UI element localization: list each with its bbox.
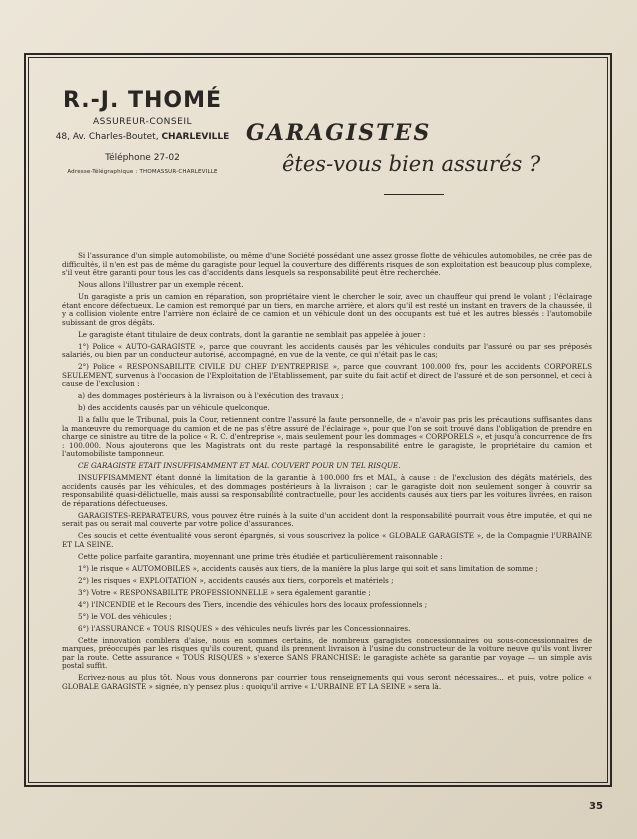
headline-title: GARAGISTES <box>246 120 432 146</box>
paragraph: Ces soucis et cette éventualité vous seront épargnés, si vous souscrivez la police « GLOBALE GARAGISTE », de la Compagnie l'URBAINE ET LA SEINE. <box>62 531 592 549</box>
address-city: CHARLEVILLE <box>161 132 230 142</box>
list-item: 6°) l'ASSURANCE « TOUS RISQUES » des véhicules neufs livrés par les Concessionnaires. <box>78 623 411 633</box>
paragraph: Ecrivez-nous au plus tôt. Nous vous donnerons par courrier tous renseignements qui vous seront nécessaires... et puis, votre police « GLOBALE GARAGISTE » signée, n'y pensez plus : quoiqu'il arrive « L'URBAINE ET LA SEINE » sera là. <box>62 673 592 691</box>
address-street: 48, Av. Charles-Boutet, <box>55 132 159 142</box>
list-item: 5°) le VOL des véhicules ; <box>78 611 172 621</box>
paragraph: Il a fallu que le Tribunal, puis la Cour, retiennent contre l'assuré la faute personnelle, de « n'avoir pas pris les précautions suffisantes dans la manœuvre du remorquage du camion et de ne pas s'être assuré de l'éclairage », pour que l'on se soit trouvé dans l'obligation de prendre en charge ce sinistre au titre de la police « R. C. d'entreprise », mais seulement pour les dommages « CORPORELS », et jusqu'à concurrence de frs : 100.000. Nous ajouterons que les Magistrats ont du reste partagé la responsabilité entre le garagiste, le propriétaire du camion et l'automobiliste tamponneur. <box>62 415 592 458</box>
list-item: 1°) le risque « AUTOMOBILES », accidents causés aux tiers, de la manière la plus large qui soit et sans limitation de somme ; <box>78 563 538 573</box>
paragraph: 1°) Police « AUTO-GARAGISTE », parce que couvrant les accidents causés par les véhicules conduits par l'assuré ou par ses préposés salariés, ou bien par un conducteur autorisé, accompagné, en vue de la vente, ce qui n'était pas le cas; <box>62 341 592 359</box>
list-item: 2°) les risques « EXPLOITATION », accidents causés aux tiers, corporels et matériels ; <box>78 575 394 585</box>
paragraph: Nous allons l'illustrer par un exemple récent. <box>78 280 244 289</box>
paragraph: Si l'assurance d'un simple automobiliste, ou même d'une Société possédant une assez grosse flotte de véhicules automobiles, ne crée pas de difficultés, il n'en est pas de même du garagiste pour lequel la couverture des différents risques de son exploitation est beaucoup plus complexe, s'il veut être garanti pour tous les cas d'accidents dans lesquels sa responsabilité peut être recherchée. <box>62 251 592 277</box>
paragraph: Cette police parfaite garantira, moyennant une prime très étudiée et particulièrement raisonnable : <box>78 551 443 561</box>
telegraph-address: Adresse-Télégraphique : THOMASSUR-CHARLEVILLE <box>67 169 218 175</box>
headline-subtitle: êtes-vous bien assurés ? <box>282 152 541 176</box>
letterhead <box>40 88 245 175</box>
company-address <box>40 132 245 142</box>
paragraph: 2°) Police « RESPONSABILITE CIVILE DU CHEF D'ENTREPRISE », parce que couvrant 100.000 frs, pour les accidents CORPORELS SEULEMENT, survenus à l'occasion de l'Exploitation de l'Etablissement, par suite du fait actif et direct de l'assuré et de son personnel, et ceci à cause de l'exclusion : <box>62 362 592 388</box>
paragraph: INSUFFISAMMENT étant donné la limitation de la garantie à 100.000 frs et MAL, à cause : de l'exclusion des dégâts matériels, des accidents causés par les véhicules, et des dommages postérieurs à la livraison ; car le garagiste doit non seulement songer à couvrir sa responsabilité quasi-délictuelle, mais aussi sa responsabilité contractuelle, pour les accidents causés aux tiers par les voitures livrées, en raison de réparations défectueuses. <box>62 473 592 508</box>
headline <box>246 120 596 176</box>
article-body <box>62 252 592 695</box>
list-item: 3°) Votre « RESPONSABILITE PROFESSIONNELLE » sera également garantie ; <box>78 587 371 597</box>
paragraph-emphasis: CE GARAGISTE ETAIT INSUFFISAMMENT ET MAL COUVERT POUR UN TEL RISQUE. <box>78 461 401 470</box>
company-role: ASSUREUR-CONSEIL <box>92 117 192 127</box>
paragraph: a) des dommages postérieurs à la livraison ou à l'exécution des travaux ; <box>78 391 344 400</box>
company-name: R.-J. THOMÉ <box>62 88 223 113</box>
list-item: 4°) l'INCENDIE et le Recours des Tiers, incendie des véhicules hors des locaux professionnels ; <box>78 599 428 609</box>
paragraph: Cette innovation comblera d'aise, nous en sommes certains, de nombreux garagistes concessionnaires ou sous-concessionnaires de marques, préoccupés par les risques qu'ils courent, quand ils prennent livraison à l'usine du constructeur de la voiture neuve qu'ils vont livrer par la route. Cette assurance « TOUS RISQUES » s'exerce SANS FRANCHISE: le garagiste achète sa garantie par voyage — un simple avis postal suffit. <box>62 635 592 670</box>
company-phone: Téléphone 27-02 <box>105 153 180 163</box>
paragraph: b) des accidents causés par un véhicule quelconque. <box>78 403 270 412</box>
headline-rule <box>384 194 444 195</box>
paragraph: GARAGISTES-REPARATEURS, vous pouvez être ruinés à la suite d'un accident dont la responsabilité pourrait vous être imputée, et qui ne serait pas ou serait mal couverte par votre police d'assurances. <box>62 510 592 528</box>
paragraph: Le garagiste étant titulaire de deux contrats, dont la garantie ne semblait pas appelée à jouer : <box>78 329 426 339</box>
paragraph: Un garagiste a pris un camion en réparation, son propriétaire vient le chercher le soir, avec un chauffeur qui prend le volant ; l'éclairage étant encore défectueux. Le camion est remorqué par un tiers, en marche arrière, et alors qu'il est resté un instant en travers de la chaussée, il y a collision violente entre l'arrière non éclairé de ce camion et un véhicule dont un des occupants est tué et les autres blessés : l'automobile subissant de gros dégâts. <box>62 292 592 327</box>
page-number: 35 <box>589 801 603 812</box>
